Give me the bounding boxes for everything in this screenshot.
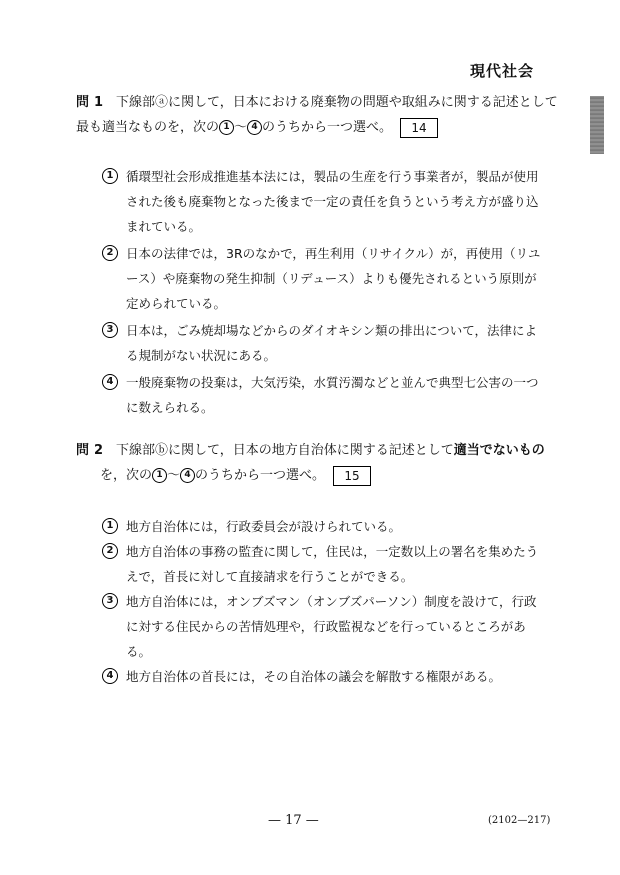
answer-box-15: 15: [333, 466, 371, 486]
choice-mark-4: 4: [102, 374, 118, 390]
choice-mark-1: 1: [102, 518, 118, 534]
question-text-line2-pre: 最も適当なものを，次の: [76, 120, 220, 135]
question-2-header: [76, 438, 545, 488]
range-end-mark: 4: [180, 468, 195, 483]
choice-mark-2: 2: [102, 543, 118, 559]
range-separator: ～: [234, 120, 248, 135]
choice-4: [102, 664, 542, 689]
choice-mark-3: 3: [102, 322, 118, 338]
choice-mark-3: 3: [102, 593, 118, 609]
question-text-emphasis: 適当でないもの: [453, 443, 545, 458]
question-number: 2: [94, 443, 104, 458]
choice-text: 一般廃棄物の投棄は，大気汚染，水質汚濁などと並んで典型七公害の一つに数えられる。: [126, 375, 539, 415]
question-label: 問: [76, 95, 90, 110]
question-text-line2-post: のうちから一つ選べ。: [195, 468, 326, 483]
question-label: 問: [76, 443, 90, 458]
choice-text: 日本の法律では，3Rのなかで，再生利用（リサイクル）が，再使用（リユース）や廃棄物の発生抑制（リデュース）よりも優先されるという原則が定められている。: [126, 246, 541, 311]
question-2-choices: [102, 514, 542, 689]
choice-text: 日本は，ごみ焼却場などからのダイオキシン類の排出について，法律による規制がない状況にある。: [126, 323, 537, 363]
choice-2: [102, 539, 542, 589]
choice-mark-1: 1: [102, 168, 118, 184]
question-1-choices: [102, 164, 542, 420]
choice-text: 地方自治体には，行政委員会が設けられている。: [126, 519, 402, 534]
choice-mark-4: 4: [102, 668, 118, 684]
choice-1: [102, 164, 542, 239]
answer-box-14: 14: [400, 118, 438, 138]
range-start-mark: 1: [219, 120, 234, 135]
choice-3: [102, 589, 542, 664]
edge-index-tab: [590, 96, 604, 154]
exam-code: (2102—217): [488, 815, 551, 826]
choice-text: 地方自治体には，オンブズマン（オンブズパーソン）制度を設けて，行政に対する住民からの苦情処理や，行政監視などを行っているところがある。: [126, 594, 537, 659]
choice-4: [102, 370, 542, 420]
question-text-line2-pre: を，次の: [100, 468, 153, 483]
page-number: — 17 —: [268, 813, 319, 828]
choice-mark-2: 2: [102, 245, 118, 261]
range-start-mark: 1: [152, 468, 167, 483]
choice-text: 循環型社会形成推進基本法には，製品の生産を行う事業者が，製品が使用された後も廃棄物となった後まで一定の責任を負うという考え方が盛り込まれている。: [126, 169, 539, 234]
question-number: 1: [94, 95, 104, 110]
choice-text: 地方自治体の事務の監査に関して，住民は，一定数以上の署名を集めたうえで，首長に対して直接請求を行うことができる。: [126, 544, 539, 584]
choice-3: [102, 318, 542, 368]
range-end-mark: 4: [247, 120, 262, 135]
question-text-line1: 下線部ⓐに関して，日本における廃棄物の問題や取組みに関する記述として: [116, 95, 558, 110]
choice-text: 地方自治体の首長には，その自治体の議会を解散する権限がある。: [126, 669, 502, 684]
subject-title: 現代社会: [470, 62, 535, 80]
choice-2: [102, 241, 542, 316]
question-text-line2-post: のうちから一つ選べ。: [262, 120, 393, 135]
question-text-line1-pre: 下線部ⓑに関して，日本の地方自治体に関する記述として: [116, 443, 454, 458]
choice-1: [102, 514, 542, 539]
range-separator: ～: [167, 468, 181, 483]
question-1-header: [76, 90, 558, 140]
